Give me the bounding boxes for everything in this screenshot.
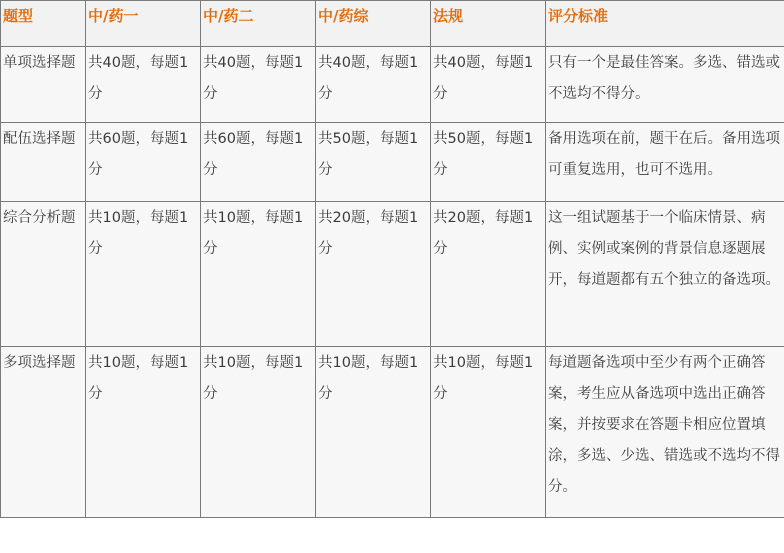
table-cell: 共10题，每题1分	[316, 347, 431, 518]
table-row	[1, 123, 784, 202]
table-cell: 共10题，每题1分	[86, 202, 201, 347]
table-cell: 综合分析题	[1, 202, 86, 347]
table-header-row	[1, 1, 784, 47]
table-row	[1, 202, 784, 347]
header-pharmacy-2: 中/药二	[201, 1, 316, 47]
table-cell: 每道题备选项中至少有两个正确答案，考生应从备选项中选出正确答案，并按要求在答题卡相应位置填涂，多选、少选、错选或不选均不得分。	[546, 347, 784, 518]
table-cell: 单项选择题	[1, 47, 86, 123]
table-cell: 这一组试题基于一个临床情景、病例、实例或案例的背景信息逐题展开，每道题都有五个独立的备选项。	[546, 202, 784, 347]
table-cell: 共10题，每题1分	[201, 202, 316, 347]
table-cell: 共50题，每题1分	[431, 123, 546, 202]
header-scoring-criteria: 评分标准	[546, 1, 784, 47]
header-regulations: 法规	[431, 1, 546, 47]
table-cell: 共20题，每题1分	[431, 202, 546, 347]
table-cell: 共60题，每题1分	[201, 123, 316, 202]
table-cell: 共60题，每题1分	[86, 123, 201, 202]
table-cell: 共40题，每题1分	[86, 47, 201, 123]
table-cell: 配伍选择题	[1, 123, 86, 202]
table-row	[1, 47, 784, 123]
header-question-type: 题型	[1, 1, 86, 47]
table-row	[1, 347, 784, 518]
table-cell: 共40题，每题1分	[316, 47, 431, 123]
table-cell: 共10题，每题1分	[201, 347, 316, 518]
table-cell: 多项选择题	[1, 347, 86, 518]
table-cell: 只有一个是最佳答案。多选、错选或不选均不得分。	[546, 47, 784, 123]
header-pharmacy-comprehensive: 中/药综	[316, 1, 431, 47]
table-cell: 共50题，每题1分	[316, 123, 431, 202]
table-cell: 共10题，每题1分	[431, 347, 546, 518]
table-cell: 共40题，每题1分	[201, 47, 316, 123]
table-cell: 备用选项在前，题干在后。备用选项可重复选用，也可不选用。	[546, 123, 784, 202]
table-cell: 共10题，每题1分	[86, 347, 201, 518]
table-cell: 共20题，每题1分	[316, 202, 431, 347]
header-pharmacy-1: 中/药一	[86, 1, 201, 47]
table-cell: 共40题，每题1分	[431, 47, 546, 123]
